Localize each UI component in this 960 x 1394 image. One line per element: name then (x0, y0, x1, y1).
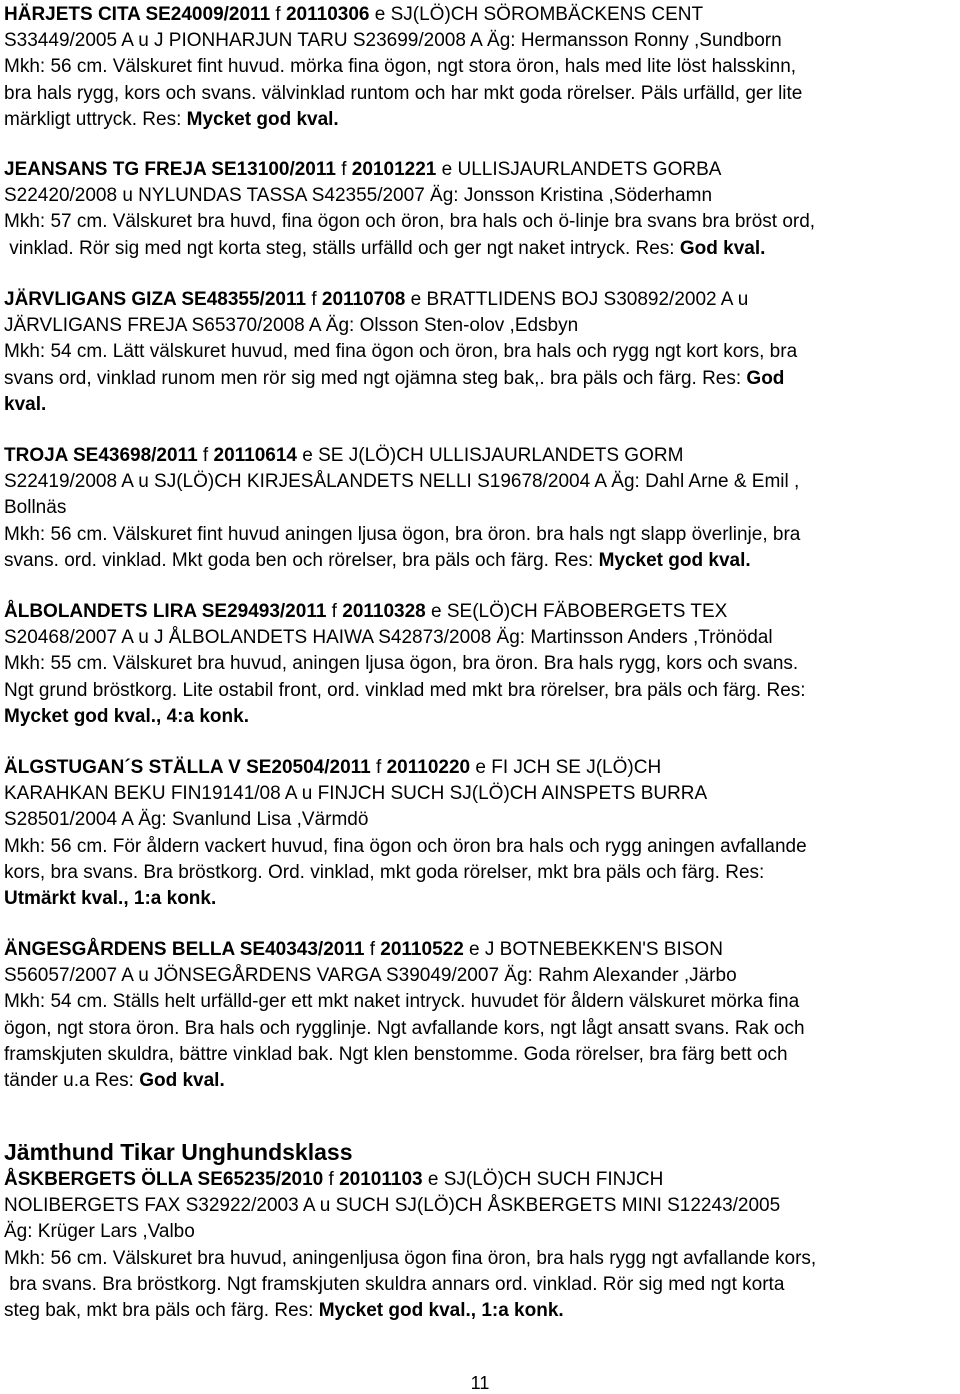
bold-text: ÄLGSTUGAN´S STÄLLA V SE20504/2011 (4, 757, 371, 778)
entry-line (4, 236, 765, 262)
text: bra hals rygg, kors och svans. välvinklad runtom och har mkt goda rörelser. Päls urfälld, ger lite (4, 82, 803, 104)
text: märkligt uttryck. Res: (4, 108, 187, 130)
bold-text: Mycket god kval. (186, 108, 339, 130)
bold-text: ÄNGESGÅRDENS BELLA SE40343/2011 (4, 939, 365, 960)
text: Mkh: 56 cm. Välskuret fint huvud aningen ljusa ögon, bra öron. bra hals ngt slapp överlinje, bra (4, 523, 801, 545)
entry-line (4, 989, 799, 1015)
bold-text: HÄRJETS CITA SE24009/2011 (4, 4, 271, 25)
entry-line (4, 834, 807, 860)
text: Mkh: 56 cm. Välskuret bra huvud, aningenljusa ögon fina öron, bra hals rygg ngt avfallande kors, (4, 1247, 817, 1269)
bold-text: JÄRVLIGANS GIZA SE48355/2011 (4, 289, 307, 310)
text: Mkh: 54 cm. Lätt välskuret huvud, med fina ögon och öron, bra hals och rygg ngt kort kors, bra (4, 341, 798, 363)
entry-line (4, 963, 737, 989)
text: e SJ(LÖ)CH SÖROMBÄCKENS CENT (369, 4, 704, 25)
entry-line (4, 157, 721, 183)
text: Äg: Krüger Lars ,Valbo (4, 1221, 195, 1243)
entry-line (4, 443, 683, 469)
bold-text: ÅLBOLANDETS LIRA SE29493/2011 (4, 601, 327, 622)
text: framskjuten skuldra, bättre vinklad bak. Ngt klen benstomme. Goda rörelser, bra färg bett och (4, 1043, 788, 1065)
bold-text: 20110522 (380, 939, 464, 960)
entry-line (4, 1068, 225, 1094)
entry-line (4, 1246, 816, 1272)
text: S33449/2005 A u J PIONHARJUN TARU S23699/2008 A Äg: Hermansson Ronny ,Sundborn (4, 30, 782, 52)
text: e ULLISJAURLANDETS GORBA (436, 159, 722, 180)
bold-text: kval. (4, 393, 47, 415)
text: Mkh: 55 cm. Välskuret bra huvud, aningen ljusa ögon, bra öron. Bra hals rygg, kors och svans. (4, 653, 799, 675)
entry-line (4, 522, 800, 548)
text: e SE J(LÖ)CH ULLISJAURLANDETS GORM (297, 445, 684, 466)
bold-text: God kval. (139, 1070, 225, 1091)
bold-text: 20110220 (386, 757, 471, 778)
text: f (197, 445, 214, 466)
entry-line (4, 1298, 564, 1324)
text: Mkh: 57 cm. Välskuret bra huvd, fina ögon och öron, bra hals och ö-linje bra svans bra bröst ord, (4, 211, 816, 233)
bold-text: God kval. (679, 237, 766, 259)
text: NOLIBERGETS FAX S32922/2003 A u SUCH SJ(LÖ)CH ÅSKBERGETS MINI S12243/2005 (4, 1195, 781, 1217)
bold-text: Mycket god kval. (598, 549, 751, 571)
text: S22419/2008 A u SJ(LÖ)CH KIRJESÅLANDETS NELLI S19678/2004 A Äg: Dahl Arne & Emil , (4, 471, 800, 493)
bold-text: TROJA SE43698/2011 (4, 445, 198, 466)
bold-text: 20101221 (351, 159, 437, 180)
text: bra svans. Bra bröstkorg. Ngt framskjuten skuldra annars ord. vinklad. Rör sig med ngt korta (4, 1273, 785, 1295)
text: f (335, 159, 352, 180)
text: f (270, 4, 286, 25)
text: ögon, ngt stora öron. Bra hals och rygglinje. Ngt avfallande kors, ngt lågt ansatt svans. Rak och (4, 1017, 805, 1039)
bold-text: 20101103 (339, 1169, 423, 1190)
entry-line (4, 1219, 195, 1245)
entry-line (4, 1042, 788, 1068)
text: e FI JCH SE J(LÖ)CH (470, 757, 662, 778)
text: f (326, 601, 343, 622)
text: e BRATTLIDENS BOJ S30892/2002 A u (405, 289, 749, 310)
page-number: 11 (470, 1373, 490, 1393)
entry-line (4, 704, 249, 730)
entry-line (4, 625, 773, 651)
entry-line (4, 781, 707, 807)
entry-line (4, 287, 748, 313)
text: tänder u.a Res: (4, 1070, 140, 1091)
bold-text: ÅSKBERGETS ÖLLA SE65235/2010 (4, 1169, 324, 1190)
text: f (370, 757, 387, 778)
text: Mkh: 56 cm. Välskuret fint huvud. mörka fina ögon, ngt stora öron, hals med lite löst halsskinn, (4, 56, 797, 78)
text: S20468/2007 A u J ÅLBOLANDETS HAIWA S42873/2008 Äg: Martinsson Anders ,Trönödal (4, 627, 773, 649)
entry-line (4, 1193, 780, 1219)
entry-line (4, 28, 782, 54)
entry-line (4, 469, 799, 495)
bold-text: 20110306 (285, 4, 370, 25)
entry-line (4, 651, 798, 677)
entry-line (4, 1272, 784, 1298)
text: Mkh: 56 cm. För åldern vackert huvud, fina ögon och öron bra hals och rygg aningen avfallande (4, 835, 807, 857)
entry-line (4, 107, 339, 133)
entry-line (4, 1167, 663, 1193)
text: Ngt grund bröstkorg. Lite ostabil front, ord. vinklad med mkt bra rörelser, bra päls och färg. Res: (4, 679, 806, 701)
entry-line (4, 81, 802, 107)
text: Mkh: 54 cm. Ställs helt urfälld-ger ett mkt naket intryck. huvudet för åldern välskuret mörka fina (4, 991, 800, 1013)
entry-line (4, 860, 764, 886)
entry-line (4, 392, 46, 418)
text: Bollnäs (4, 497, 67, 519)
text: JÄRVLIGANS FREJA S65370/2008 A Äg: Olsson Sten-olov ,Edsbyn (4, 315, 579, 337)
text: f (323, 1169, 340, 1190)
text: e J BOTNEBEKKEN'S BISON (463, 939, 723, 960)
text: svans. ord. vinklad. Mkt goda ben och rörelser, bra päls och färg. Res: (4, 549, 599, 571)
text: S56057/2007 A u JÖNSEGÅRDENS VARGA S39049/2007 Äg: Rahm Alexander ,Järbo (4, 965, 737, 987)
text: f (306, 289, 322, 310)
text: kors, bra svans. Bra bröstkorg. Ord. vinklad, mkt goda rörelser, mkt bra päls och färg. Res: (4, 861, 765, 883)
entry-line (4, 678, 806, 704)
bold-text: Mycket god kval., 1:a konk. (318, 1300, 564, 1321)
entry-line (4, 886, 216, 912)
text: steg bak, mkt bra päls och färg. Res: (4, 1300, 319, 1321)
entry-line (4, 209, 815, 235)
bold-text: God (746, 367, 785, 389)
section-heading: Jämthund Tikar Unghundsklass (4, 1139, 353, 1165)
entry-line (4, 1016, 805, 1042)
text: svans ord, vinklad runom men rör sig med ngt ojämna steg bak,. bra päls och färg. Res: (4, 367, 747, 389)
bold-text: 20110328 (342, 601, 426, 622)
entry-line (4, 366, 784, 392)
text: e SJ(LÖ)CH SUCH FINJCH (422, 1169, 664, 1190)
bold-text: Utmärkt kval., 1:a konk. (4, 888, 217, 909)
entry-line (4, 495, 66, 521)
text: vinklad. Rör sig med ngt korta steg, ställs urfälld och ger ngt naket intryck. Res: (4, 237, 680, 259)
text: f (364, 939, 381, 960)
entry-line (4, 755, 661, 781)
bold-text: 20110614 (213, 445, 297, 466)
bold-text: Mycket god kval., 4:a konk. (4, 705, 249, 727)
text: KARAHKAN BEKU FIN19141/08 A u FINJCH SUCH SJ(LÖ)CH AINSPETS BURRA (4, 783, 708, 805)
text: S22420/2008 u NYLUNDAS TASSA S42355/2007 Äg: Jonsson Kristina ,Söderhamn (4, 185, 713, 207)
text: e SE(LÖ)CH FÄBOBERGETS TEX (425, 601, 728, 622)
bold-text: JEANSANS TG FREJA SE13100/2011 (4, 159, 336, 180)
entry-line (4, 54, 796, 80)
entry-line (4, 548, 751, 574)
entry-line (4, 183, 712, 209)
entry-line (4, 599, 727, 625)
entry-line (4, 313, 578, 339)
entry-line (4, 339, 797, 365)
entry-line (4, 807, 368, 833)
entry-line (4, 2, 703, 28)
entry-line (4, 937, 723, 963)
bold-text: 20110708 (321, 289, 406, 310)
text: S28501/2004 A Äg: Svanlund Lisa ,Värmdö (4, 809, 369, 831)
